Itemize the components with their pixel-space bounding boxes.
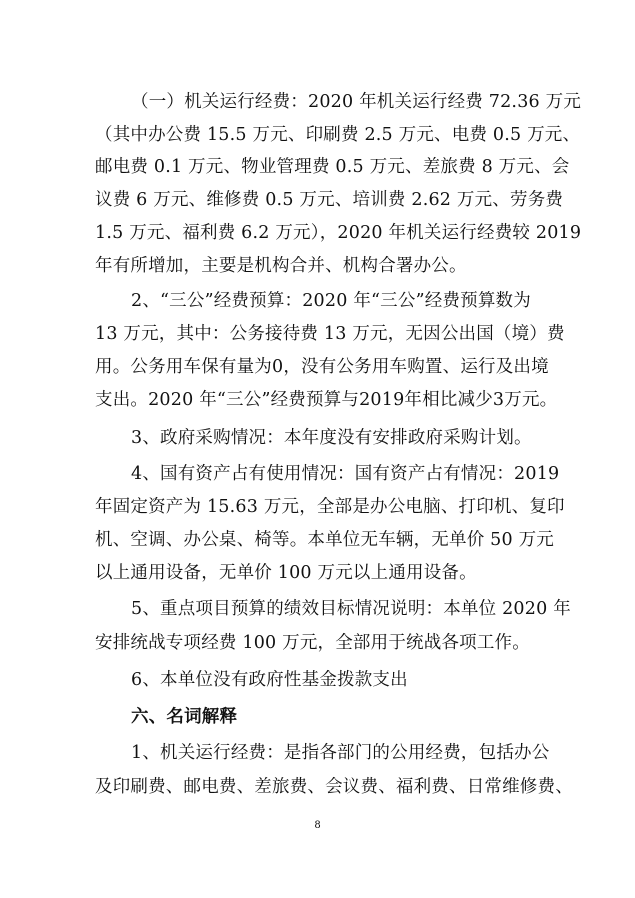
paragraph-line: 4、国有资产占有使用情况：国有资产占有情况：2019 — [131, 464, 560, 484]
paragraph-line: 机、空调、办公桌、椅等。本单位无车辆，无单价 50 万元 — [95, 530, 554, 550]
paragraph-line: 2、“三公”经费预算：2020 年“三公”经费预算数为 — [131, 291, 531, 311]
paragraph-line: 邮电费 0.1 万元、物业管理费 0.5 万元、差旅费 8 万元、会 — [95, 157, 570, 177]
paragraph-line: 年有所增加，主要是机构合并、机构合署办公。 — [95, 256, 467, 276]
paragraph-line: （一）机关运行经费：2020 年机关运行经费 72.36 万元 — [131, 92, 582, 112]
paragraph-line: 3、政府采购情况：本年度没有安排政府采购计划。 — [131, 428, 532, 448]
paragraph-line: 以上通用设备，无单价 100 万元以上通用设备。 — [95, 563, 477, 583]
paragraph-line: 年固定资产为 15.63 万元，全部是办公电脑、打印机、复印 — [95, 497, 565, 517]
page-number: 8 — [314, 820, 321, 831]
paragraph-line: 及印刷费、邮电费、差旅费、会议费、福利费、日常维修费、 — [95, 777, 573, 797]
paragraph-line: 13 万元，其中：公务接待费 13 万元，无因公出国（境）费 — [95, 324, 565, 344]
paragraph-line: （其中办公费 15.5 万元、印刷费 2.5 万元、电费 0.5 万元、 — [95, 125, 581, 145]
paragraph-line: 议费 6 万元、维修费 0.5 万元、培训费 2.62 万元、劳务费 — [95, 190, 564, 210]
paragraph-line: 1.5 万元、福利费 6.2 万元），2020 年机关运行经费较 2019 — [95, 223, 582, 243]
paragraph-line: 6、本单位没有政府性基金拨款支出 — [131, 670, 408, 690]
section-heading: 六、名词解释 — [131, 707, 238, 727]
paragraph-line: 支出。2020 年“三公”经费预算与2019年相比减少3万元。 — [95, 390, 558, 410]
paragraph-line: 1、机关运行经费：是指各部门的公用经费，包括办公 — [131, 743, 550, 763]
paragraph-line: 安排统战专项经费 100 万元，全部用于统战各项工作。 — [95, 633, 530, 653]
paragraph-line: 5、重点项目预算的绩效目标情况说明：本单位 2020 年 — [131, 599, 571, 619]
paragraph-line: 用。公务用车保有量为0，没有公务用车购置、运行及出境 — [95, 357, 549, 377]
